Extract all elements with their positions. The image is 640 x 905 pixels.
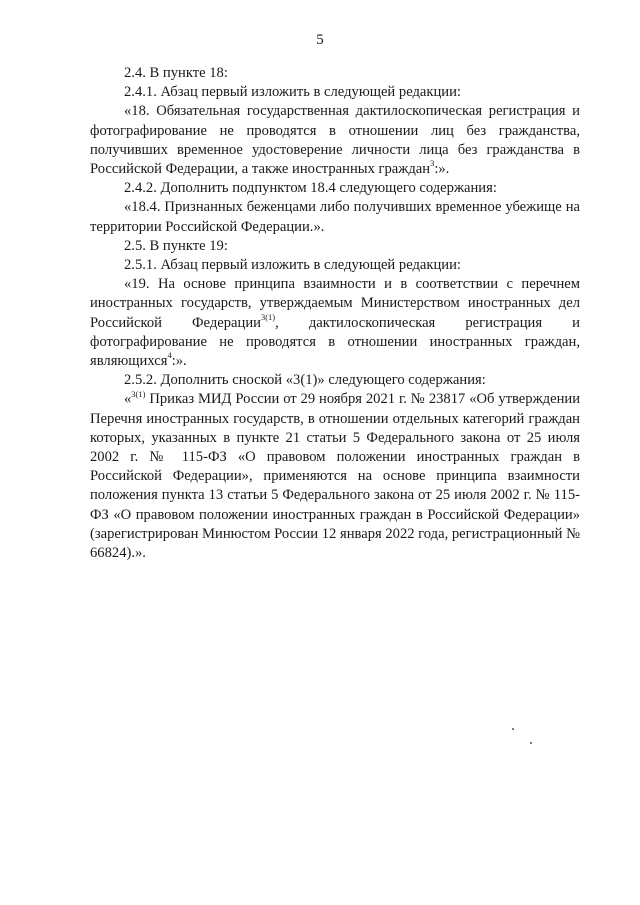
document-body: [90, 64, 580, 563]
scan-speck: [530, 742, 532, 744]
paragraph-text: 2.4.1. Абзац первый изложить в следующей редакции:: [124, 84, 461, 101]
paragraph-point-18-4: [90, 198, 580, 236]
footnote-ref: 4: [167, 350, 172, 361]
paragraph-text: «18. Обязательная государственная дактилоскопическая регистрация и фотографирование не проводятся в отношении лиц без гражданства, получивших временное удостоверение личности лица без гражданства в Российской Федерации, а также иностранных граждан: [90, 103, 580, 178]
footnote-ref: 3(1): [131, 388, 146, 399]
paragraph-2-5-1: [90, 256, 580, 275]
paragraph-footnote-3-1: [90, 390, 580, 563]
paragraph-2-4: [90, 64, 580, 83]
scan-speck: [512, 728, 514, 730]
paragraph-2-4-2: [90, 179, 580, 198]
paragraph-point-18: [90, 102, 580, 179]
paragraph-text: 2.5.2. Дополнить сноской «3(1)» следующего содержания:: [124, 372, 486, 389]
paragraph-text: , дактилоскопическая регистрация и фотографирование не проводятся в отношении иностранных граждан, являющихся: [90, 314, 580, 370]
paragraph-text: 2.4.2. Дополнить подпунктом 18.4 следующего содержания:: [124, 180, 497, 197]
page-number: 5: [316, 32, 324, 48]
paragraph-2-5: [90, 237, 580, 256]
paragraph-text: :».: [171, 353, 187, 370]
paragraph-text: Приказ МИД России от 29 ноября 2021 г. № 23817 «Об утверждении Перечня иностранных государств, в отношении отдельных категорий граждан которых, указанных в пункте 21 статьи 5 Федерального закона от 25 июля 2002 г. № 115-ФЗ «О правовом положении иностранных граждан в Российской Федерации», применяются на основе принципа взаимности положения пункта 13 статьи 5 Федерального закона от 25 июля 2002 г. № 115-ФЗ «О правовом положении иностранных граждан в Российской Федерации» (зарегистрирован Минюстом России 12 января 2022 года, регистрационный № 66824).».: [90, 391, 580, 562]
paragraph-text: 2.4. В пункте 18:: [124, 65, 228, 81]
paragraph-text: 2.5. В пункте 19:: [124, 237, 228, 254]
paragraph-2-5-2: [90, 371, 580, 390]
paragraph-text: «19. На основе принципа взаимности и в соответствии с перечнем иностранных государств, утверждаемым Министерством иностранных дел Российской Федерации: [90, 276, 580, 331]
paragraph-text: 2.5.1. Абзац первый изложить в следующей редакции:: [124, 257, 461, 274]
paragraph-text: «: [124, 391, 132, 408]
paragraph-2-4-1: [90, 83, 580, 102]
paragraph-text: :».: [434, 161, 450, 178]
paragraph-text: «18.4. Признанных беженцами либо получивших временное убежище на территории Российской Федерации.».: [90, 199, 580, 235]
footnote-ref: 3(1): [260, 311, 276, 322]
footnote-ref: 3: [430, 158, 435, 169]
paragraph-point-19: [90, 275, 580, 371]
